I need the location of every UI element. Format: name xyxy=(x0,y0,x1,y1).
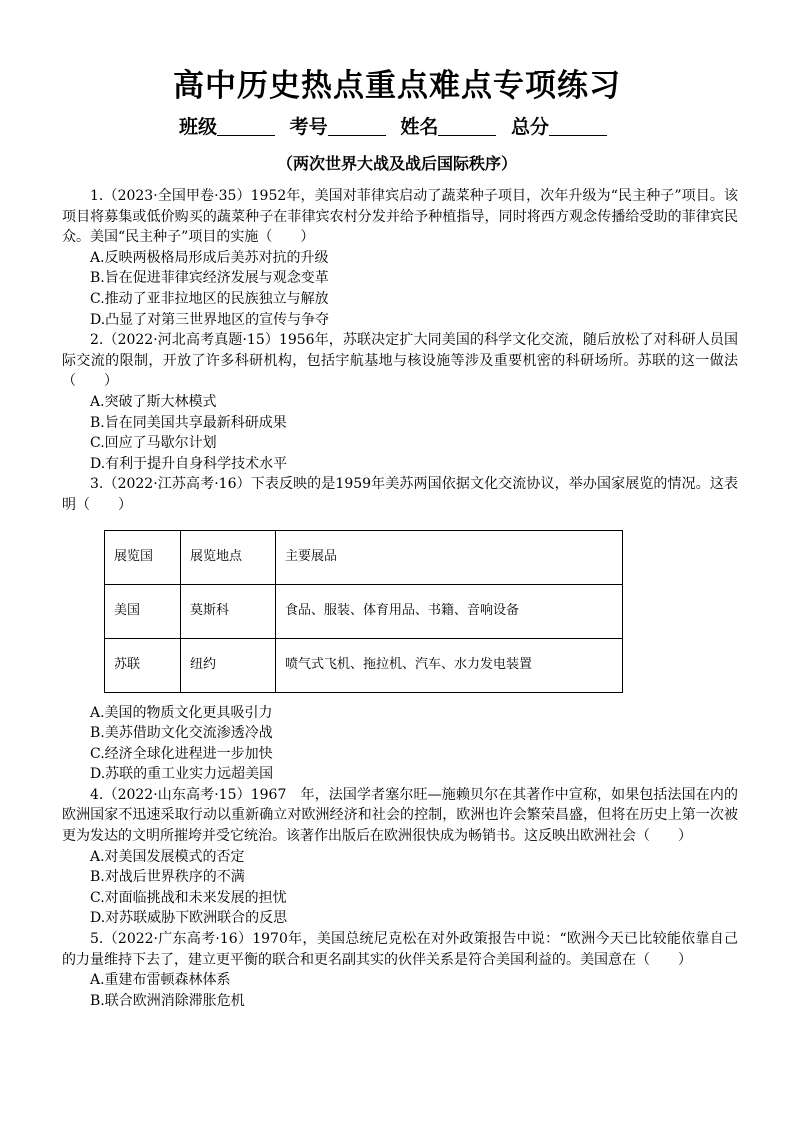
question-2-stem: 2.（2022·河北高考真题·15）1956年，苏联决定扩大同美国的科学文化交流，随后放松了对科研人员国际交流的限制，开放了许多科研机构，包括宇航基地与核设施等涉及重要机密的科研场所。苏联的这一做法（ ） xyxy=(62,332,738,390)
question-4-option-d[interactable]: D.对苏联威胁下欧洲联合的反思 xyxy=(90,910,288,927)
table-header-cell: 展览地点 xyxy=(181,530,276,584)
name-blank[interactable] xyxy=(438,117,496,136)
question-3-option-d[interactable]: D.苏联的重工业实力远超美国 xyxy=(90,766,274,783)
name-label: 姓名 xyxy=(400,116,439,138)
question-1-stem: 1.（2023·全国甲卷·35）1952年，美国对菲律宾启动了蔬菜种子项目，次年升级为“民主种子”项目。该项目将募集或低价购买的蔬菜种子在菲律宾农村分发并给予种植指导，同时将西方观念传播给受助的菲律宾民众。美国“民主种子”项目的实施（ ） xyxy=(62,188,738,246)
question-3-option-c[interactable]: C.经济全球化进程进一步加快 xyxy=(90,745,273,762)
question-3-option-b[interactable]: B.美苏借助文化交流渗透冷战 xyxy=(90,725,273,742)
table-header-cell: 展览国 xyxy=(105,530,181,584)
question-4-option-a[interactable]: A.对美国发展模式的否定 xyxy=(90,848,245,865)
table-cell: 苏联 xyxy=(105,638,181,692)
page-title: 高中历史热点重点难点专项练习 xyxy=(173,68,621,104)
question-1-option-b[interactable]: B.旨在促进菲律宾经济发展与观念变革 xyxy=(90,270,329,287)
question-4-option-c[interactable]: C.对面临挑战和未来发展的担忧 xyxy=(90,889,287,906)
table-header-cell: 主要展品 xyxy=(276,530,623,584)
total-score-label: 总分 xyxy=(510,116,549,138)
question-1 xyxy=(62,186,738,330)
question-2 xyxy=(62,330,738,474)
question-2-option-b[interactable]: B.旨在同美国共享最新科研成果 xyxy=(90,414,287,431)
question-4 xyxy=(62,785,738,929)
question-3-stem: 3.（2022·江苏高考·16）下表反映的是1959年美苏两国依据文化交流协议，举办国家展览的情况。这表明（ ） xyxy=(62,476,738,513)
question-list xyxy=(62,186,738,1011)
question-2-option-a[interactable]: A.突破了斯大林模式 xyxy=(90,393,217,410)
question-5-option-b[interactable]: B.联合欧洲消除滞胀危机 xyxy=(90,992,245,1009)
exhibition-table xyxy=(104,530,623,693)
question-3 xyxy=(62,474,738,785)
section-subtitle: （两次世界大战及战后国际秩序） xyxy=(276,154,517,173)
table-cell: 食品、服装、体育用品、书籍、音响设备 xyxy=(276,584,623,638)
question-1-option-d[interactable]: D.凸显了对第三世界地区的宣传与争夺 xyxy=(90,311,330,328)
question-1-option-c[interactable]: C.推动了亚非拉地区的民族独立与解放 xyxy=(90,290,329,307)
question-1-option-a[interactable]: A.反映两极格局形成后美苏对抗的升级 xyxy=(90,249,329,266)
question-5-option-a[interactable]: A.重建布雷顿森林体系 xyxy=(90,972,231,989)
table-header-row xyxy=(105,530,623,584)
question-5 xyxy=(62,929,738,1011)
table-row xyxy=(105,584,623,638)
table-cell: 喷气式飞机、拖拉机、汽车、水力发电装置 xyxy=(276,638,623,692)
class-blank[interactable] xyxy=(217,117,275,136)
table-cell: 美国 xyxy=(105,584,181,638)
total-score-blank[interactable] xyxy=(549,117,607,136)
question-4-option-b[interactable]: B.对战后世界秩序的不满 xyxy=(90,869,245,886)
class-label: 班级 xyxy=(179,116,218,138)
exam-number-label: 考号 xyxy=(289,116,328,138)
table-cell: 纽约 xyxy=(181,638,276,692)
table-row xyxy=(105,638,623,692)
question-2-option-d[interactable]: D.有利于提升自身科学技术水平 xyxy=(90,455,288,472)
student-info-line xyxy=(0,112,794,139)
question-4-stem: 4.（2022·山东高考·15）1967 年，法国学者塞尔旺—施赖贝尔在其著作中宣称，如果包括法国在内的欧洲国家不迅速采取行动以重新确立对欧洲经济和社会的控制，欧洲也许会繁荣昌盛，但将在历史上第一次被更为发达的文明所摧垮并受它统治。该著作出版后在欧洲很快成为畅销书。这反映出欧洲社会（ ） xyxy=(62,786,738,845)
question-2-option-c[interactable]: C.回应了马歇尔计划 xyxy=(90,435,217,452)
question-3-option-a[interactable]: A.美国的物质文化更具吸引力 xyxy=(90,704,273,721)
question-5-stem: 5.（2022·广东高考·16）1970年，美国总统尼克松在对外政策报告中说：“欧洲今天已比较能依靠自己的力量维持下去了，建立更平衡的联合和更名副其实的伙伴关系是符合美国利益的。美国意在（ ） xyxy=(62,931,738,968)
exam-number-blank[interactable] xyxy=(328,117,386,136)
table-cell: 莫斯科 xyxy=(181,584,276,638)
